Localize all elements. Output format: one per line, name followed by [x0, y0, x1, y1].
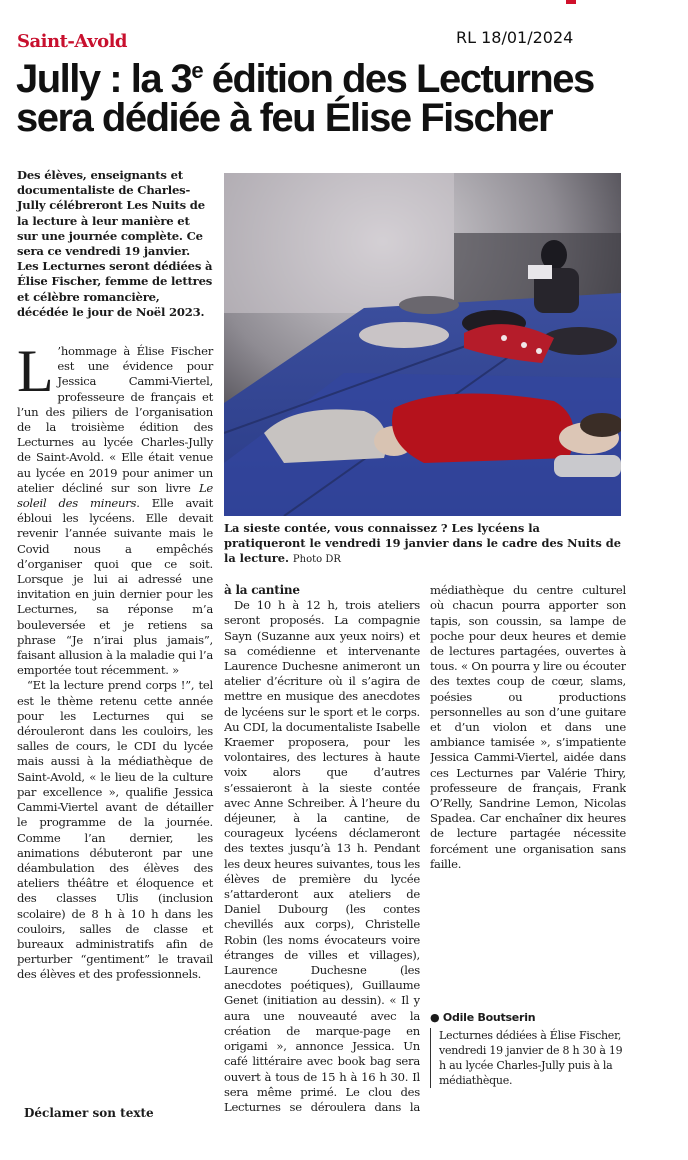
article-lead: Des élèves, enseignants et documentaliste de Charles-Jully célébreront Les Nuits de la lecture à leur manière et sur une journée complète. Ce sera ce vendredi 19 janvier. Les Lecturnes seront dédiées à Élise Fischer, femme de lettres et célèbre romancière, décédée le jour de Noël 2023.	[17, 168, 213, 319]
info-box-text: Lecturnes dédiées à Élise Fischer, vendredi 19 janvier de 8 h 30 à 19 h au lycée Charles-Jully puis à la médiathèque.	[439, 1029, 623, 1088]
section-rubric: Saint-Avold	[17, 31, 127, 52]
article-column-2	[224, 583, 420, 1115]
paragraph-1-end: . Elle avait ébloui les lycéens. Elle devait revenir l’année suivante mais le Covid nous a empêchés d’organiser quoi que ce soit. Lorsque je lui ai adressé une invitation en juin dernier pour les Lecturnes, sa réponse m’a bouleversée et je retiens sa phrase “Je n’irai plus jamais”, faisant allusion à la maladie qui l’a emportée tout récemment. »	[17, 496, 213, 678]
paragraph-1-text: ’hommage à Élise Fischer est une évidence pour Jessica Cammi-Viertel, professeure de français et l’un des piliers de l’organisation de la troisième édition des Lecturnes au lycée Charles-Jully de Saint-Avold. « Elle était venue au lycée en 2019 pour animer un atelier décliné sur son livre	[17, 344, 213, 495]
paragraph-3-continued-text: médiathèque du centre culturel où chacun pourra apporter son tapis, son coussin, sa lampe de poche pour deux heures et demie de lectures partagées, ouvertes à tous. « On pourra y lire ou écouter des textes coup de cœur, slams, poésies ou productions personnelles au son d’une guitare et d’un violon et dans une ambiance tamisée », s’impatiente Jessica Cammi-Viertel, aidée dans ces Lecturnes par Valérie Thiry, professeure de français, Frank O’Relly, Sandrine Lemon, Nicolas Spadea. Car enchaîner dix heures de lecture partagée nécessite forcément une organisation sans faille.	[430, 583, 626, 871]
info-box	[430, 1028, 626, 1088]
headline-superscript: e	[191, 58, 203, 83]
drop-cap: L	[17, 338, 54, 404]
photo-credit: Photo DR	[292, 554, 341, 565]
paragraph-2: “Et la lecture prend corps !”, tel est le thème retenu cette année pour les Lecturnes qui se dérouleront dans les couloirs, les salles de cours, le CDI du lycée mais aussi à la médiathèque de Saint-Avold, « le lieu de la culture par excellence », qualifie Jessica Cammi-Viertel avant de détailler le programme de la journée. Comme l’an dernier, les animations débuteront par une déambulation des élèves des ateliers théâtre et éloquence et des classes Ulis (inclusion scolaire) de 8 h à 10 h dans les couloirs, salles de classe et bureaux administratifs afin de perturber “gentiment” le travail des élèves et des professionnels.	[17, 678, 213, 982]
author-signature: ● Odile Boutserin	[430, 1011, 536, 1024]
article-headline	[16, 57, 676, 140]
subheading: Déclamer son texte	[24, 1106, 154, 1120]
photo-caption	[224, 521, 624, 567]
headline-part2: édition des Lecturnes sera dédiée à feu Élise Fischer	[16, 57, 594, 140]
paragraph-3: De 10 h à 12 h, trois ateliers seront proposés. La compagnie Sayn (Suzanne aux yeux noirs) et sa comédienne et intervenante Laurence Duchesne animeront un atelier d’écriture où il s’agira de mettre en musique des anecdotes de lycéens sur le sport et le corps. Au CDI, la documentaliste Isabelle Kraemer proposera, pour les volontaires, des lectures à haute voix alors que d’autres s’essaieront à la sieste contée avec Anne Schreiber. À l’heure du déjeuner, à la cantine, de courageux lycéens déclameront des textes jusqu’à 13 h. Pendant les deux heures suivantes, tous les élèves de première du lycée s’attarderont aux ateliers de Daniel Dubourg (les contes chevillés aux corps), Christelle Robin (les noms évocateurs voire étranges de villes et villages), Laurence Duchesne (les anecdotes poétiques), Guillaume Genet (initiation au dessin). « Il y aura une nouveauté avec la création de marque-page en origami », annonce Jessica. Un café littéraire avec book bag sera ouvert à tous de 15 h à 16 h 30. Il sera même primé. Le clou des Lecturnes se déroulera dans la	[224, 598, 420, 1114]
book-title: Le soleil des mineurs	[17, 480, 213, 511]
caption-text: La sieste contée, vous connaissez ? Les lycéens la pratiqueront le vendredi 19 janvier dans le cadre des Nuits de la lecture.	[224, 521, 621, 565]
headline-part1: Jully : la 3	[16, 57, 192, 101]
article-column-1	[17, 338, 213, 983]
paragraph-1	[17, 338, 213, 678]
photo-illustration	[224, 173, 621, 516]
source-reference: RL 18/01/2024	[456, 28, 574, 47]
paragraph-3-continued	[430, 583, 626, 1007]
article-column-3	[430, 583, 626, 1088]
subheading-continued: à la cantine	[224, 583, 300, 597]
top-accent-bar	[566, 0, 576, 4]
article-photo	[224, 173, 621, 516]
